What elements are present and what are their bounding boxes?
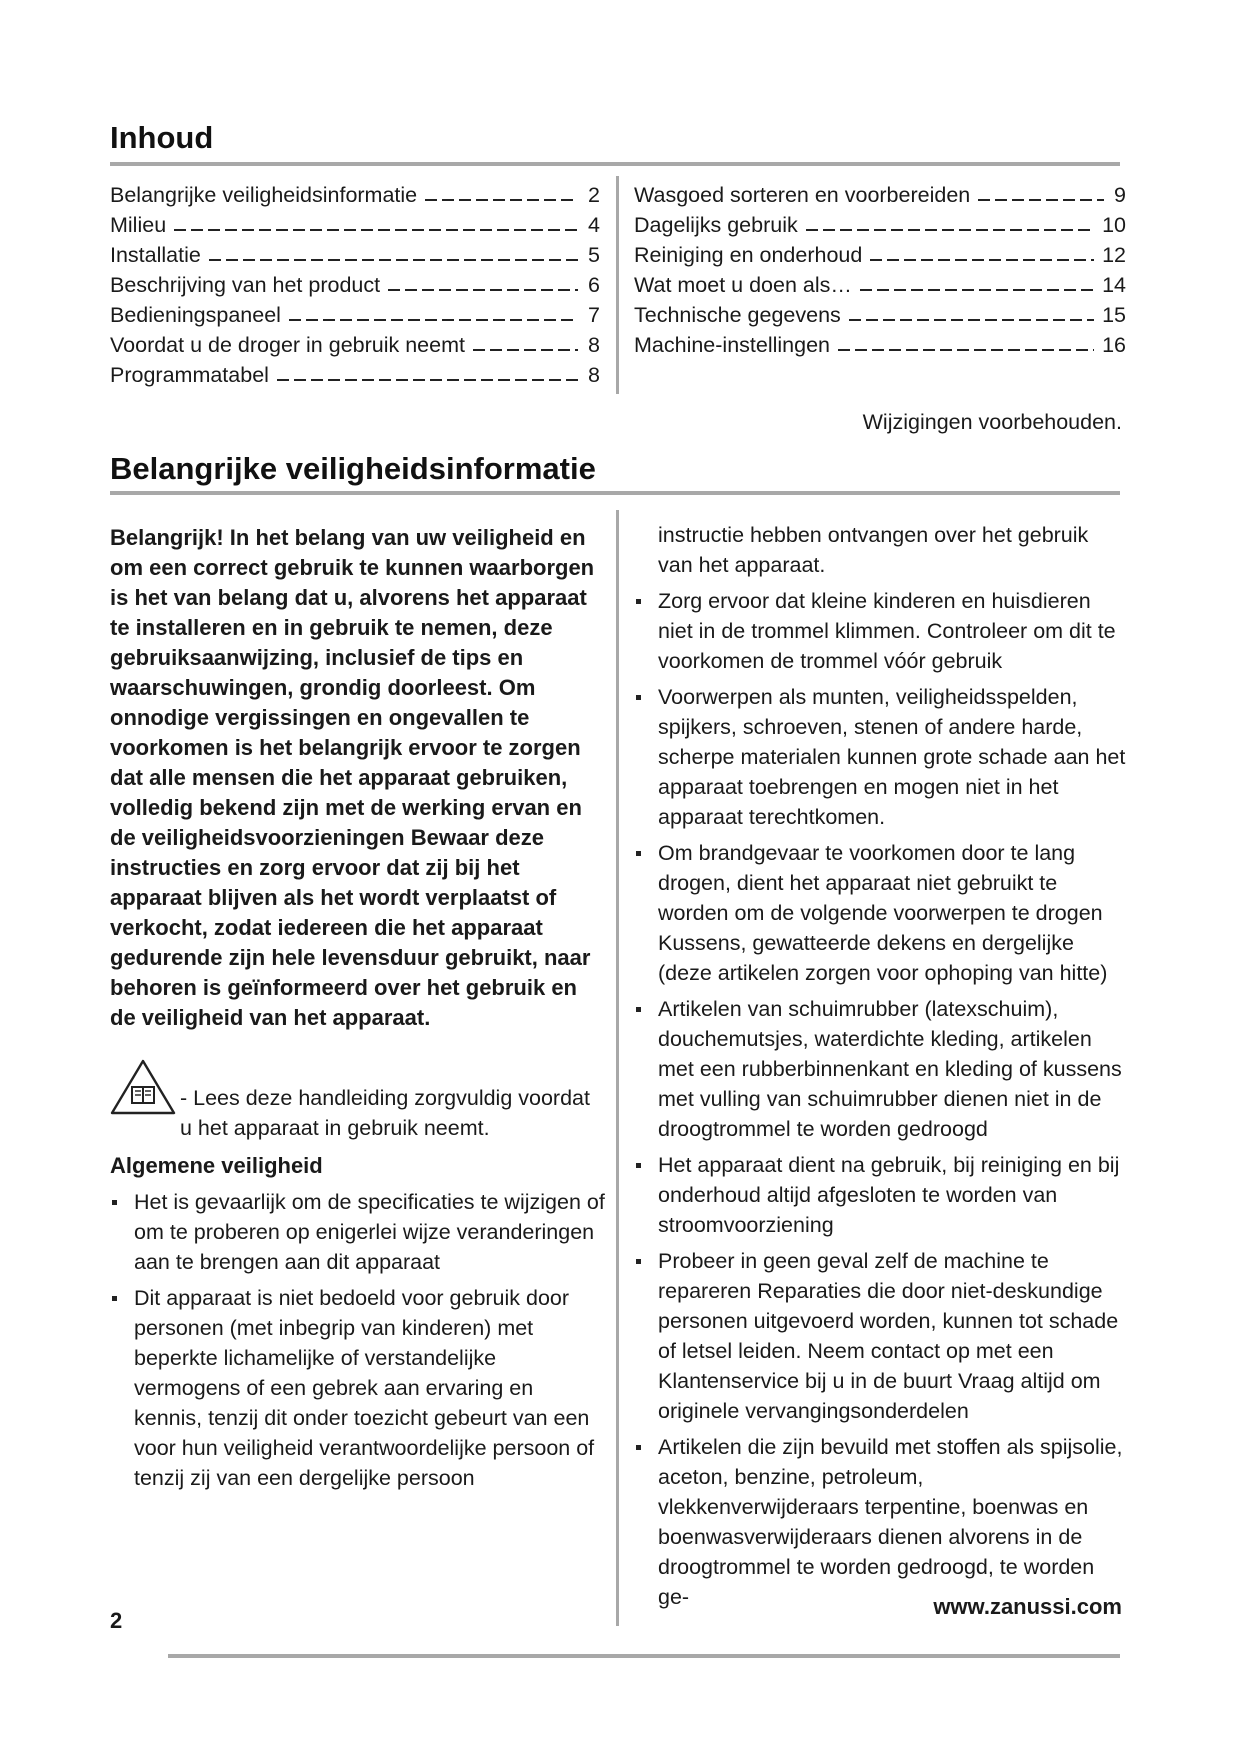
toc-leader	[209, 259, 578, 261]
toc-entry[interactable]	[634, 330, 1126, 360]
safety-intro: Belangrijk! In het belang van uw veiligheid en om een correct gebruik te kunnen waarborgen is het van belang dat u, alvorens het apparaat te installeren en in gebruik te nemen, deze gebruiksaanwijzing, inclusief de tips en waarschuwingen, grondig doorleest. Om onnodige vergissingen en ongevallen te voorkomen is het belangrijk ervoor te zorgen dat alle mensen die het apparaat gebruiken, volledig bekend zijn met de werking ervan en de veiligheidsvoorzieningen Bewaar deze instructies en zorg ervoor dat zij bij het apparaat blijven als het wordt verplaatst of verkocht, zodat iedereen die het apparaat gedurende zijn hele levensduur gebruikt, naar behoren is geïnformeerd over het gebruik en de veiligheid van het apparaat.	[110, 525, 595, 1030]
toc-entry-label: Wat moet u doen als…	[634, 273, 852, 297]
toc-entry-label: Belangrijke veiligheidsinformatie	[110, 183, 418, 207]
toc-right-column	[634, 180, 1126, 360]
toc-entry[interactable]	[110, 270, 600, 300]
toc-entry-page: 5	[588, 243, 600, 267]
safety-bullet-item: Probeer in geen geval zelf de machine te repareren Reparaties die door niet-deskundige personen uitgevoerd worden, kunnen tot schade of letsel leiden. Neem contact op met een Klantenservice bij u in de buurt Vraag altijd om originele vervangingsonderdelen	[634, 1246, 1126, 1426]
toc-entry-label: Dagelijks gebruik	[634, 213, 798, 237]
safety-bullet-item: Artikelen van schuimrubber (latexschuim), douchemutsjes, waterdichte kleding, artikelen met een rubberbinnenkant en kleding of kussens met vulling van schuimrubber dienen niet in de droogtrommel te worden gedroogd	[634, 994, 1126, 1144]
footer-rule	[168, 1654, 1120, 1658]
safety-bullet-item: Het is gevaarlijk om de specificaties te wijzigen of om te proberen op enigerlei wijze veranderingen aan te brengen aan dit apparaat	[110, 1187, 605, 1277]
toc-leader	[277, 379, 578, 381]
toc-title: Inhoud	[110, 120, 214, 155]
toc-entry-page: 4	[588, 213, 600, 237]
continued-text: instructie hebben ontvangen over het gebruik van het apparaat.	[658, 523, 1089, 577]
warning-text: - Lees deze handleiding zorgvuldig voordat u het apparaat in gebruik neemt.	[180, 1086, 590, 1140]
toc-entry[interactable]	[110, 180, 600, 210]
toc-entry-page: 6	[588, 273, 600, 297]
safety-bullet-item: Het apparaat dient na gebruik, bij reiniging en bij onderhoud altijd afgesloten te worden van stroomvoorziening	[634, 1150, 1126, 1240]
toc-leader	[806, 229, 1094, 231]
toc-entry-page: 16	[1102, 333, 1126, 357]
toc-entry-page: 9	[1114, 183, 1126, 207]
toc-entry-page: 8	[588, 333, 600, 357]
website-link[interactable]: www.zanussi.com	[933, 1594, 1122, 1619]
toc-entry-page: 7	[588, 303, 600, 327]
safety-title: Belangrijke veiligheidsinformatie	[110, 451, 596, 486]
toc-leader	[860, 289, 1094, 291]
changes-note: Wijzigingen voorbehouden.	[862, 410, 1122, 434]
toc-entry[interactable]	[110, 300, 600, 330]
toc-leader	[174, 229, 578, 231]
toc-entry[interactable]	[110, 330, 600, 360]
toc-entry[interactable]	[634, 300, 1126, 330]
toc-entry-label: Installatie	[110, 243, 201, 267]
toc-leader	[978, 199, 1104, 201]
read-manual-warning-icon	[110, 1059, 176, 1115]
toc-entry[interactable]	[634, 180, 1126, 210]
toc-entry-label: Machine-instellingen	[634, 333, 830, 357]
toc-left-column	[110, 180, 600, 390]
toc-entry-label: Milieu	[110, 213, 167, 237]
toc-entry[interactable]	[634, 240, 1126, 270]
toc-entry[interactable]	[634, 210, 1126, 240]
safety-bullet-item: Voorwerpen als munten, veiligheidsspelden, spijkers, schroeven, stenen of andere harde, scherpe materialen kunnen grote schade aan het apparaat toebrengen en mogen niet in het apparaat terechtkomen.	[634, 682, 1126, 832]
safety-title-rule	[110, 491, 1120, 495]
toc-entry-page: 14	[1102, 273, 1126, 297]
toc-leader	[425, 199, 578, 201]
toc-entry-label: Voordat u de droger in gebruik neemt	[110, 333, 465, 357]
toc-leader	[849, 319, 1094, 321]
toc-entry-page: 15	[1102, 303, 1126, 327]
toc-title-rule	[110, 162, 1120, 166]
safety-bullet-item: Dit apparaat is niet bedoeld voor gebruik door personen (met inbegrip van kinderen) met beperkte lichamelijke of verstandelijke vermogens of een gebrek aan ervaring en kennis, tenzij dit onder toezicht gebeurt van een voor hun veiligheid verantwoordelijke persoon of tenzij zij van een dergelijke persoon	[110, 1283, 605, 1493]
toc-entry[interactable]	[110, 240, 600, 270]
toc-entry[interactable]	[634, 270, 1126, 300]
toc-leader	[289, 319, 578, 321]
safety-bullet-item: Zorg ervoor dat kleine kinderen en huisdieren niet in de trommel klimmen. Controleer om dit te voorkomen de trommel vóór gebruik	[634, 586, 1126, 676]
toc-entry-page: 2	[588, 183, 600, 207]
safety-column-divider	[616, 510, 619, 1626]
toc-divider	[616, 176, 619, 394]
general-safety-heading: Algemene veiligheid	[110, 1153, 323, 1178]
toc-entry[interactable]	[110, 360, 600, 390]
toc-entry-label: Beschrijving van het product	[110, 273, 381, 297]
toc-leader	[388, 289, 578, 291]
safety-bullet-item: Om brandgevaar te voorkomen door te lang drogen, dient het apparaat niet gebruikt te worden om de volgende voorwerpen te drogen Kussens, gewatteerde dekens en dergelijke (deze artikelen zorgen voor ophoping van hitte)	[634, 838, 1126, 988]
toc-entry-label: Technische gegevens	[634, 303, 841, 327]
safety-right-column	[634, 520, 1126, 1618]
toc-entry-page: 12	[1102, 243, 1126, 267]
page-number: 2	[110, 1608, 123, 1633]
toc-entry-page: 8	[588, 363, 600, 387]
left-bullet-list	[110, 1187, 605, 1493]
toc-entry-label: Wasgoed sorteren en voorbereiden	[634, 183, 971, 207]
toc-leader	[870, 259, 1094, 261]
safety-bullet-item: Artikelen die zijn bevuild met stoffen als spijsolie, aceton, benzine, petroleum, vlekkenverwijderaars terpentine, boenwas en boenwasverwijderaars dienen alvorens in de droogtrommel te worden gedroogd, te worden ge-	[634, 1432, 1126, 1612]
toc-entry[interactable]	[110, 210, 600, 240]
toc-entry-page: 10	[1102, 213, 1126, 237]
toc-leader	[838, 349, 1094, 351]
right-bullet-list	[634, 586, 1126, 1612]
toc-entry-label: Programmatabel	[110, 363, 269, 387]
toc-entry-label: Reiniging en onderhoud	[634, 243, 863, 267]
safety-left-column	[110, 523, 605, 1499]
toc-entry-label: Bedieningspaneel	[110, 303, 281, 327]
toc-leader	[473, 349, 578, 351]
warning-note	[110, 1059, 605, 1143]
